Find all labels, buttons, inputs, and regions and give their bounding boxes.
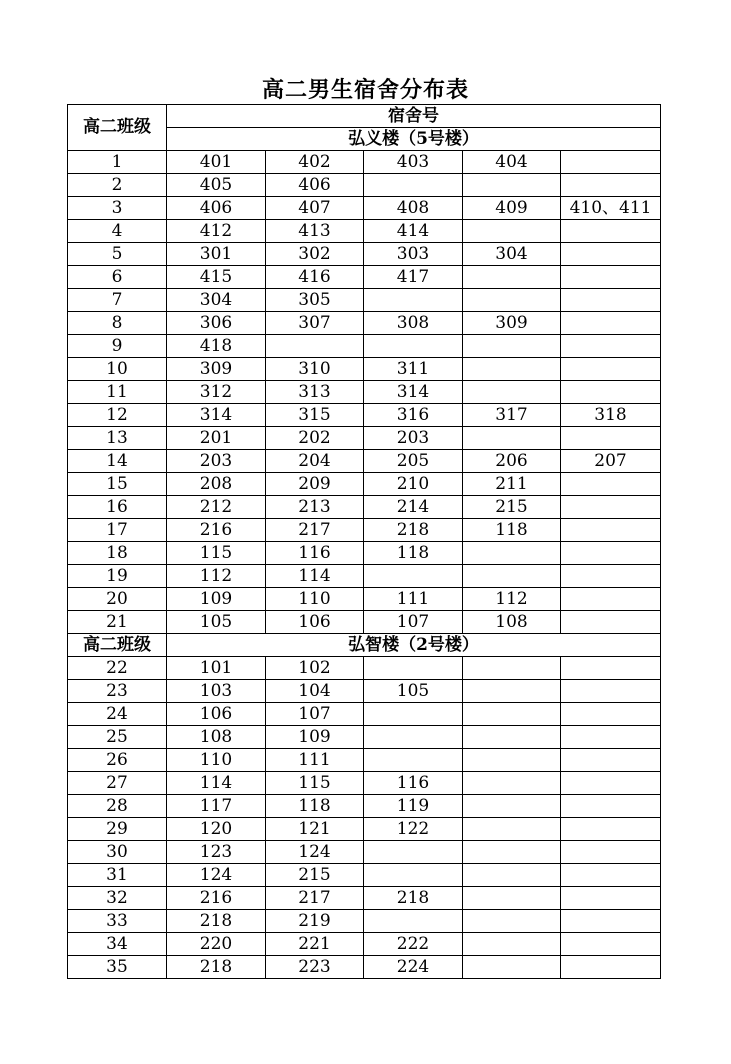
room-cell: 220: [167, 933, 266, 956]
room-cell: 315: [266, 404, 364, 427]
room-cell: 123: [167, 841, 266, 864]
room-cell: [561, 703, 661, 726]
table-row: [68, 887, 661, 910]
table-row: [68, 542, 661, 565]
room-cell: 106: [266, 611, 364, 634]
room-cell: [364, 749, 463, 772]
class-number-cell: 13: [68, 427, 167, 450]
class-number-cell: 24: [68, 703, 167, 726]
room-cell: 122: [364, 818, 463, 841]
room-cell: 112: [167, 565, 266, 588]
room-cell: [561, 657, 661, 680]
room-cell: 412: [167, 220, 266, 243]
table-row: [68, 381, 661, 404]
room-cell: 101: [167, 657, 266, 680]
room-cell: 304: [167, 289, 266, 312]
room-cell: 312: [167, 381, 266, 404]
room-cell: 111: [266, 749, 364, 772]
table-row: [68, 680, 661, 703]
table-row: [68, 611, 661, 634]
room-cell: 311: [364, 358, 463, 381]
table-row: [68, 703, 661, 726]
table-row: [68, 151, 661, 174]
room-cell: 318: [561, 404, 661, 427]
header-row: [68, 105, 661, 128]
class-number-cell: 9: [68, 335, 167, 358]
room-cell: [561, 266, 661, 289]
room-cell: [463, 703, 561, 726]
room-cell: [463, 335, 561, 358]
table-row: [68, 565, 661, 588]
table-row: [68, 243, 661, 266]
room-cell: [561, 312, 661, 335]
room-cell: 310: [266, 358, 364, 381]
room-cell: [463, 795, 561, 818]
room-cell: 410、411: [561, 197, 661, 220]
room-cell: [463, 841, 561, 864]
class-number-cell: 30: [68, 841, 167, 864]
room-cell: 212: [167, 496, 266, 519]
room-cell: 219: [266, 910, 364, 933]
class-number-cell: 7: [68, 289, 167, 312]
room-cell: 224: [364, 956, 463, 979]
room-cell: [561, 841, 661, 864]
class-number-cell: 20: [68, 588, 167, 611]
table-row: [68, 266, 661, 289]
room-cell: [364, 289, 463, 312]
table-row: [68, 657, 661, 680]
room-cell: 404: [463, 151, 561, 174]
room-cell: 208: [167, 473, 266, 496]
room-cell: [561, 864, 661, 887]
page-title: 高二男生宿舍分布表: [261, 77, 469, 103]
room-cell: [463, 772, 561, 795]
building-header-hongzhi: 弘智楼（2号楼）: [167, 634, 661, 657]
room-cell: 104: [266, 680, 364, 703]
room-cell: [463, 174, 561, 197]
room-cell: [561, 289, 661, 312]
room-cell: [364, 910, 463, 933]
room-cell: 303: [364, 243, 463, 266]
room-cell: [561, 749, 661, 772]
table-row: [68, 841, 661, 864]
room-cell: [561, 335, 661, 358]
room-cell: 116: [266, 542, 364, 565]
room-cell: [463, 864, 561, 887]
class-number-cell: 10: [68, 358, 167, 381]
room-cell: 116: [364, 772, 463, 795]
room-cell: [561, 427, 661, 450]
room-cell: [463, 887, 561, 910]
class-number-cell: 34: [68, 933, 167, 956]
room-cell: [463, 680, 561, 703]
room-cell: 316: [364, 404, 463, 427]
room-cell: 304: [463, 243, 561, 266]
room-cell: 209: [266, 473, 364, 496]
room-cell: [266, 335, 364, 358]
room-cell: [463, 220, 561, 243]
dorm-table: [67, 104, 661, 979]
room-cell: 108: [167, 726, 266, 749]
table-row: [68, 335, 661, 358]
room-cell: 309: [167, 358, 266, 381]
room-cell: 121: [266, 818, 364, 841]
room-cell: 211: [463, 473, 561, 496]
class-number-cell: 26: [68, 749, 167, 772]
room-cell: 210: [364, 473, 463, 496]
room-cell: [463, 910, 561, 933]
room-cell: 217: [266, 519, 364, 542]
building-header-hongyi: 弘义楼（5号楼）: [167, 128, 661, 151]
room-cell: 406: [266, 174, 364, 197]
room-cell: 118: [266, 795, 364, 818]
room-cell: [561, 887, 661, 910]
room-cell: 216: [167, 519, 266, 542]
class-number-cell: 14: [68, 450, 167, 473]
room-cell: 215: [463, 496, 561, 519]
building-header-row: [68, 634, 661, 657]
room-cell: [364, 565, 463, 588]
table-row: [68, 404, 661, 427]
class-number-cell: 33: [68, 910, 167, 933]
room-cell: [463, 266, 561, 289]
room-cell: 217: [266, 887, 364, 910]
room-cell: 124: [266, 841, 364, 864]
table-row: [68, 197, 661, 220]
room-cell: [463, 289, 561, 312]
room-cell: 314: [364, 381, 463, 404]
room-cell: 407: [266, 197, 364, 220]
room-cell: [561, 795, 661, 818]
room-cell: 301: [167, 243, 266, 266]
room-cell: 222: [364, 933, 463, 956]
table-row: [68, 358, 661, 381]
room-cell: 305: [266, 289, 364, 312]
room-cell: 111: [364, 588, 463, 611]
room-cell: 302: [266, 243, 364, 266]
class-number-cell: 17: [68, 519, 167, 542]
table-row: [68, 519, 661, 542]
table-row: [68, 818, 661, 841]
room-cell: 415: [167, 266, 266, 289]
room-cell: 108: [463, 611, 561, 634]
room-cell: 308: [364, 312, 463, 335]
room-cell: 414: [364, 220, 463, 243]
room-cell: [561, 726, 661, 749]
room-cell: 214: [364, 496, 463, 519]
room-cell: [561, 174, 661, 197]
class-number-cell: 3: [68, 197, 167, 220]
room-cell: 202: [266, 427, 364, 450]
table-row: [68, 910, 661, 933]
table-row: [68, 795, 661, 818]
room-cell: 109: [266, 726, 364, 749]
room-cell: [561, 588, 661, 611]
room-cell: 204: [266, 450, 364, 473]
room-cell: 218: [364, 887, 463, 910]
room-cell: 110: [266, 588, 364, 611]
room-cell: 102: [266, 657, 364, 680]
room-cell: 405: [167, 174, 266, 197]
room-cell: 307: [266, 312, 364, 335]
table-row: [68, 174, 661, 197]
class-number-cell: 19: [68, 565, 167, 588]
room-cell: 418: [167, 335, 266, 358]
room-cell: 112: [463, 588, 561, 611]
room-cell: 218: [167, 956, 266, 979]
class-number-cell: 12: [68, 404, 167, 427]
room-cell: 223: [266, 956, 364, 979]
room-cell: 416: [266, 266, 364, 289]
room-cell: 119: [364, 795, 463, 818]
room-cell: 306: [167, 312, 266, 335]
room-cell: 109: [167, 588, 266, 611]
room-cell: 115: [167, 542, 266, 565]
table-row: [68, 956, 661, 979]
room-cell: [463, 726, 561, 749]
room-cell: 221: [266, 933, 364, 956]
room-cell: 106: [167, 703, 266, 726]
room-cell: [561, 933, 661, 956]
room-cell: [561, 519, 661, 542]
class-number-cell: 22: [68, 657, 167, 680]
table-row: [68, 749, 661, 772]
class-number-cell: 28: [68, 795, 167, 818]
room-cell: 115: [266, 772, 364, 795]
room-cell: 105: [364, 680, 463, 703]
room-cell: 401: [167, 151, 266, 174]
room-cell: [364, 841, 463, 864]
room-cell: [364, 657, 463, 680]
room-cell: 107: [364, 611, 463, 634]
room-cell: [561, 473, 661, 496]
room-cell: 103: [167, 680, 266, 703]
room-cell: 120: [167, 818, 266, 841]
room-cell: [561, 243, 661, 266]
room-cell: 107: [266, 703, 364, 726]
room-cell: 215: [266, 864, 364, 887]
class-number-cell: 21: [68, 611, 167, 634]
class-number-cell: 18: [68, 542, 167, 565]
room-cell: [463, 358, 561, 381]
room-cell: 114: [266, 565, 364, 588]
table-row: [68, 450, 661, 473]
room-cell: [463, 381, 561, 404]
table-row: [68, 772, 661, 795]
room-cell: [561, 565, 661, 588]
class-column-header: 高二班级: [68, 105, 167, 151]
room-cell: 203: [167, 450, 266, 473]
class-number-cell: 31: [68, 864, 167, 887]
table-row: [68, 864, 661, 887]
room-cell: 317: [463, 404, 561, 427]
table-row: [68, 588, 661, 611]
room-cell: 213: [266, 496, 364, 519]
class-number-cell: 32: [68, 887, 167, 910]
room-cell: [364, 864, 463, 887]
room-cell: [561, 151, 661, 174]
room-cell: [561, 910, 661, 933]
room-cell: 408: [364, 197, 463, 220]
room-cell: 203: [364, 427, 463, 450]
room-cell: 117: [167, 795, 266, 818]
table-row: [68, 496, 661, 519]
room-cell: 314: [167, 404, 266, 427]
room-cell: 124: [167, 864, 266, 887]
room-cell: [364, 335, 463, 358]
class-number-cell: 2: [68, 174, 167, 197]
class-number-cell: 23: [68, 680, 167, 703]
class-number-cell: 6: [68, 266, 167, 289]
room-cell: 114: [167, 772, 266, 795]
room-cell: [561, 381, 661, 404]
room-cell: 409: [463, 197, 561, 220]
room-cell: 218: [167, 910, 266, 933]
class-number-cell: 11: [68, 381, 167, 404]
room-cell: 406: [167, 197, 266, 220]
room-cell: [561, 542, 661, 565]
table-row: [68, 473, 661, 496]
table-row: [68, 312, 661, 335]
room-cell: 417: [364, 266, 463, 289]
room-cell: 313: [266, 381, 364, 404]
class-number-cell: 29: [68, 818, 167, 841]
room-cell: [561, 772, 661, 795]
room-cell: [561, 220, 661, 243]
room-cell: [463, 565, 561, 588]
room-cell: [561, 358, 661, 381]
room-cell: [463, 933, 561, 956]
dorm-number-header: 宿舍号: [167, 105, 661, 128]
room-cell: [463, 749, 561, 772]
room-cell: 205: [364, 450, 463, 473]
table-row: [68, 726, 661, 749]
room-cell: [364, 703, 463, 726]
room-cell: 118: [463, 519, 561, 542]
room-cell: [463, 427, 561, 450]
class-number-cell: 5: [68, 243, 167, 266]
class-number-cell: 1: [68, 151, 167, 174]
room-cell: 403: [364, 151, 463, 174]
room-cell: [561, 680, 661, 703]
room-cell: 207: [561, 450, 661, 473]
room-cell: [561, 956, 661, 979]
room-cell: [463, 657, 561, 680]
table-row: [68, 427, 661, 450]
room-cell: 105: [167, 611, 266, 634]
room-cell: 216: [167, 887, 266, 910]
room-cell: 402: [266, 151, 364, 174]
room-cell: [364, 726, 463, 749]
room-cell: 118: [364, 542, 463, 565]
room-cell: [364, 174, 463, 197]
room-cell: 218: [364, 519, 463, 542]
room-cell: [561, 611, 661, 634]
room-cell: 206: [463, 450, 561, 473]
room-cell: [463, 818, 561, 841]
room-cell: [463, 542, 561, 565]
table-row: [68, 220, 661, 243]
table-row: [68, 289, 661, 312]
room-cell: 309: [463, 312, 561, 335]
class-column-header: 高二班级: [68, 634, 167, 657]
room-cell: 201: [167, 427, 266, 450]
class-number-cell: 8: [68, 312, 167, 335]
room-cell: [463, 956, 561, 979]
room-cell: 110: [167, 749, 266, 772]
table-row: [68, 933, 661, 956]
class-number-cell: 15: [68, 473, 167, 496]
class-number-cell: 25: [68, 726, 167, 749]
room-cell: [561, 496, 661, 519]
class-number-cell: 16: [68, 496, 167, 519]
class-number-cell: 35: [68, 956, 167, 979]
class-number-cell: 27: [68, 772, 167, 795]
room-cell: [561, 818, 661, 841]
class-number-cell: 4: [68, 220, 167, 243]
room-cell: 413: [266, 220, 364, 243]
